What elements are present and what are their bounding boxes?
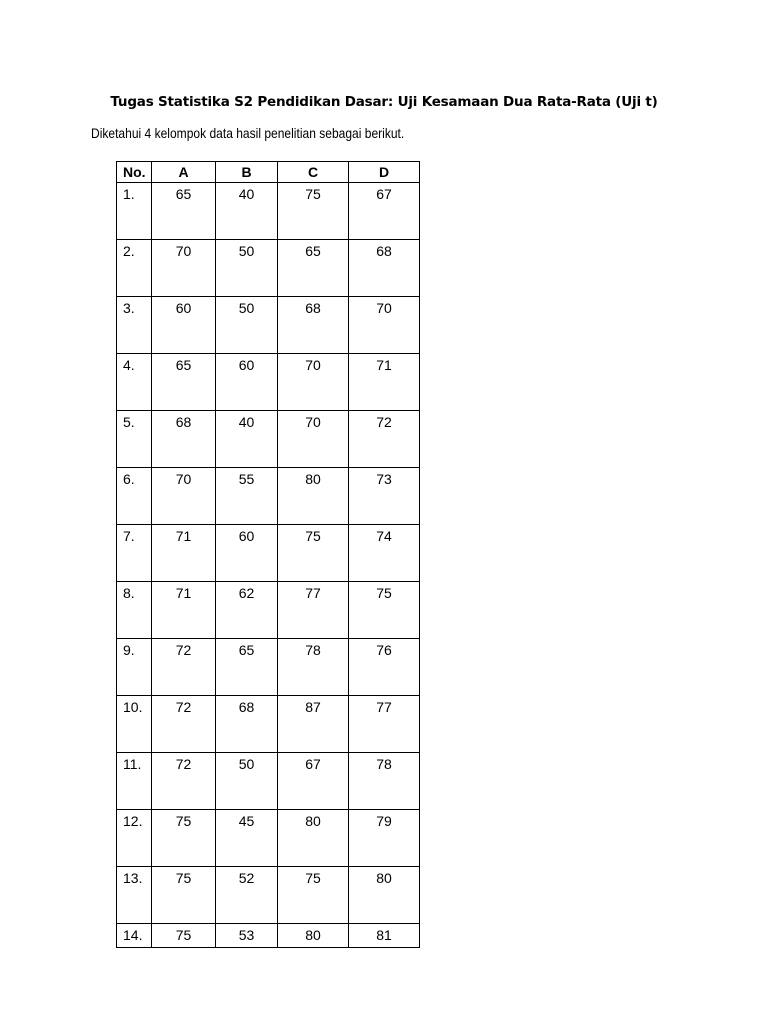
value-cell-a: 70 (152, 468, 216, 525)
row-number-cell: 10. (117, 696, 152, 753)
value-cell-a: 75 (152, 810, 216, 867)
table-row (117, 867, 420, 924)
column-header-d: D (349, 162, 420, 183)
value-cell-a: 71 (152, 525, 216, 582)
value-cell-c: 68 (278, 297, 349, 354)
value-cell-a: 60 (152, 297, 216, 354)
value-cell-c: 75 (278, 183, 349, 240)
value-cell-d: 75 (349, 582, 420, 639)
row-number-cell: 11. (117, 753, 152, 810)
value-cell-c: 70 (278, 354, 349, 411)
value-cell-d: 72 (349, 411, 420, 468)
value-cell-c: 78 (278, 639, 349, 696)
value-cell-a: 65 (152, 183, 216, 240)
row-number-cell: 5. (117, 411, 152, 468)
value-cell-d: 77 (349, 696, 420, 753)
value-cell-d: 68 (349, 240, 420, 297)
column-header-no: No. (117, 162, 152, 183)
row-number-cell: 13. (117, 867, 152, 924)
table-row (117, 924, 420, 948)
value-cell-a: 72 (152, 753, 216, 810)
value-cell-b: 60 (216, 525, 278, 582)
value-cell-d: 70 (349, 297, 420, 354)
value-cell-d: 81 (349, 924, 420, 948)
table-row (117, 468, 420, 525)
row-number-cell: 8. (117, 582, 152, 639)
table-row (117, 639, 420, 696)
value-cell-a: 70 (152, 240, 216, 297)
value-cell-b: 50 (216, 240, 278, 297)
table-row (117, 753, 420, 810)
value-cell-b: 62 (216, 582, 278, 639)
table-row (117, 582, 420, 639)
row-number-cell: 1. (117, 183, 152, 240)
value-cell-b: 53 (216, 924, 278, 948)
table-header-row (117, 162, 420, 183)
table-row (117, 411, 420, 468)
table-row (117, 525, 420, 582)
row-number-cell: 14. (117, 924, 152, 948)
table-row (117, 354, 420, 411)
value-cell-b: 50 (216, 753, 278, 810)
value-cell-a: 72 (152, 696, 216, 753)
value-cell-c: 80 (278, 468, 349, 525)
row-number-cell: 9. (117, 639, 152, 696)
value-cell-d: 71 (349, 354, 420, 411)
row-number-cell: 3. (117, 297, 152, 354)
table-body (117, 183, 420, 948)
value-cell-b: 52 (216, 867, 278, 924)
value-cell-b: 45 (216, 810, 278, 867)
table-row (117, 240, 420, 297)
value-cell-c: 75 (278, 525, 349, 582)
row-number-cell: 12. (117, 810, 152, 867)
value-cell-a: 75 (152, 924, 216, 948)
column-header-b: B (216, 162, 278, 183)
intro-paragraph: Diketahui 4 kelompok data hasil penelitian sebagai berikut. (91, 125, 405, 141)
value-cell-d: 74 (349, 525, 420, 582)
value-cell-a: 72 (152, 639, 216, 696)
value-cell-d: 73 (349, 468, 420, 525)
value-cell-d: 79 (349, 810, 420, 867)
value-cell-a: 71 (152, 582, 216, 639)
value-cell-b: 55 (216, 468, 278, 525)
value-cell-a: 75 (152, 867, 216, 924)
value-cell-b: 40 (216, 183, 278, 240)
document-title: Tugas Statistika S2 Pendidikan Dasar: Uji Kesamaan Dua Rata-Rata (Uji t) (110, 94, 658, 110)
value-cell-a: 65 (152, 354, 216, 411)
row-number-cell: 4. (117, 354, 152, 411)
value-cell-c: 65 (278, 240, 349, 297)
value-cell-d: 76 (349, 639, 420, 696)
table-row (117, 297, 420, 354)
value-cell-d: 80 (349, 867, 420, 924)
table-row (117, 810, 420, 867)
value-cell-d: 78 (349, 753, 420, 810)
row-number-cell: 2. (117, 240, 152, 297)
value-cell-b: 65 (216, 639, 278, 696)
row-number-cell: 7. (117, 525, 152, 582)
value-cell-d: 67 (349, 183, 420, 240)
value-cell-c: 87 (278, 696, 349, 753)
data-table (116, 161, 420, 948)
value-cell-b: 50 (216, 297, 278, 354)
value-cell-b: 68 (216, 696, 278, 753)
value-cell-c: 80 (278, 810, 349, 867)
value-cell-c: 77 (278, 582, 349, 639)
value-cell-c: 80 (278, 924, 349, 948)
column-header-a: A (152, 162, 216, 183)
value-cell-c: 70 (278, 411, 349, 468)
row-number-cell: 6. (117, 468, 152, 525)
value-cell-c: 67 (278, 753, 349, 810)
value-cell-c: 75 (278, 867, 349, 924)
value-cell-a: 68 (152, 411, 216, 468)
table-row (117, 183, 420, 240)
value-cell-b: 60 (216, 354, 278, 411)
table-row (117, 696, 420, 753)
value-cell-b: 40 (216, 411, 278, 468)
column-header-c: C (278, 162, 349, 183)
